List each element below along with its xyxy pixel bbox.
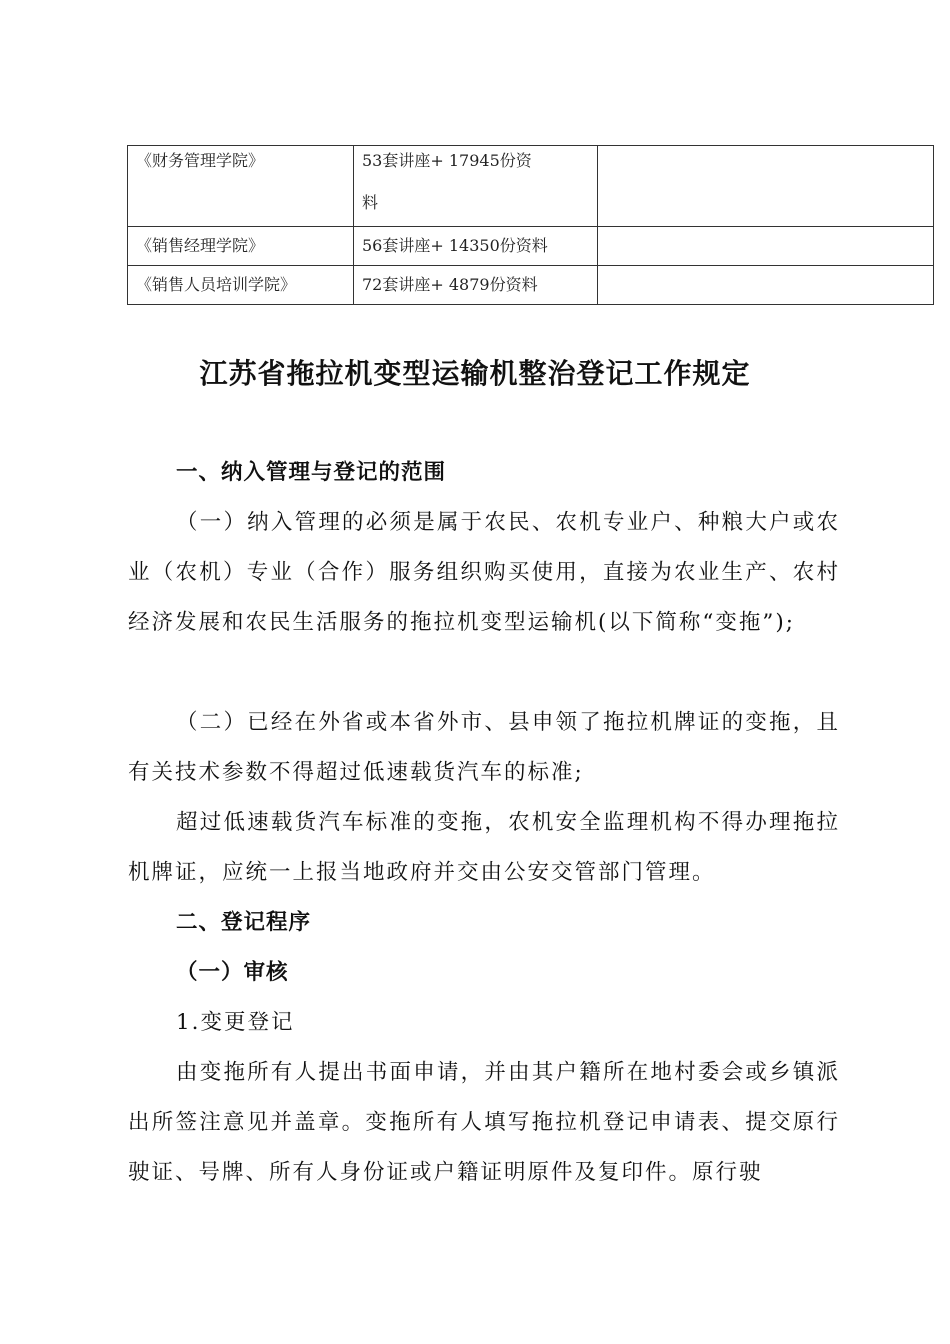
table-cell-extra <box>598 227 934 266</box>
paragraph-scope-1: （一）纳入管理的必须是属于农民、农机专业户、种粮大户或农业（农机）专业（合作）服务组织购买使用，直接为农业生产、农村经济发展和农民生活服务的拖拉机变型运输机(以下简称“变拖”); <box>128 510 840 635</box>
section-heading-scope: 一、纳入管理与登记的范围 <box>176 460 447 485</box>
table-cell-desc: 56套讲座+ 14350份资料 <box>354 227 598 266</box>
subsection-heading-review: （一）审核 <box>176 960 289 985</box>
section-heading-procedure: 二、登记程序 <box>176 910 312 935</box>
table-cell-desc: 53套讲座+ 17945份资 料 <box>354 146 598 227</box>
paragraph-procedure-1: 由变拖所有人提出书面申请，并由其户籍所在地村委会或乡镇派出所签注意见并盖章。变拖所有人填写拖拉机登记申请表、提交原行驶证、号牌、所有人身份证或户籍证明原件及复印件。原行驶 <box>128 1060 840 1185</box>
item-change-registration: 1.变更登记 <box>176 1010 295 1035</box>
table-cell-name: 《销售人员培训学院》 <box>128 266 354 305</box>
document-title: 江苏省拖拉机变型运输机整治登记工作规定 <box>199 357 751 390</box>
table-row <box>128 227 934 266</box>
paragraph-scope-2: （二）已经在外省或本省外市、县申领了拖拉机牌证的变拖，且有关技术参数不得超过低速载货汽车的标准; <box>128 710 840 785</box>
table-cell-extra <box>598 266 934 305</box>
table-cell-desc: 72套讲座+ 4879份资料 <box>354 266 598 305</box>
table-cell-name: 《财务管理学院》 <box>128 146 354 227</box>
table-row <box>128 266 934 305</box>
table-cell-extra <box>598 146 934 227</box>
paragraph-scope-3: 超过低速载货汽车标准的变拖，农机安全监理机构不得办理拖拉机牌证，应统一上报当地政府并交由公安交管部门管理。 <box>128 810 840 885</box>
resource-table <box>127 145 934 305</box>
table-cell-name: 《销售经理学院》 <box>128 227 354 266</box>
table-row <box>128 146 934 227</box>
